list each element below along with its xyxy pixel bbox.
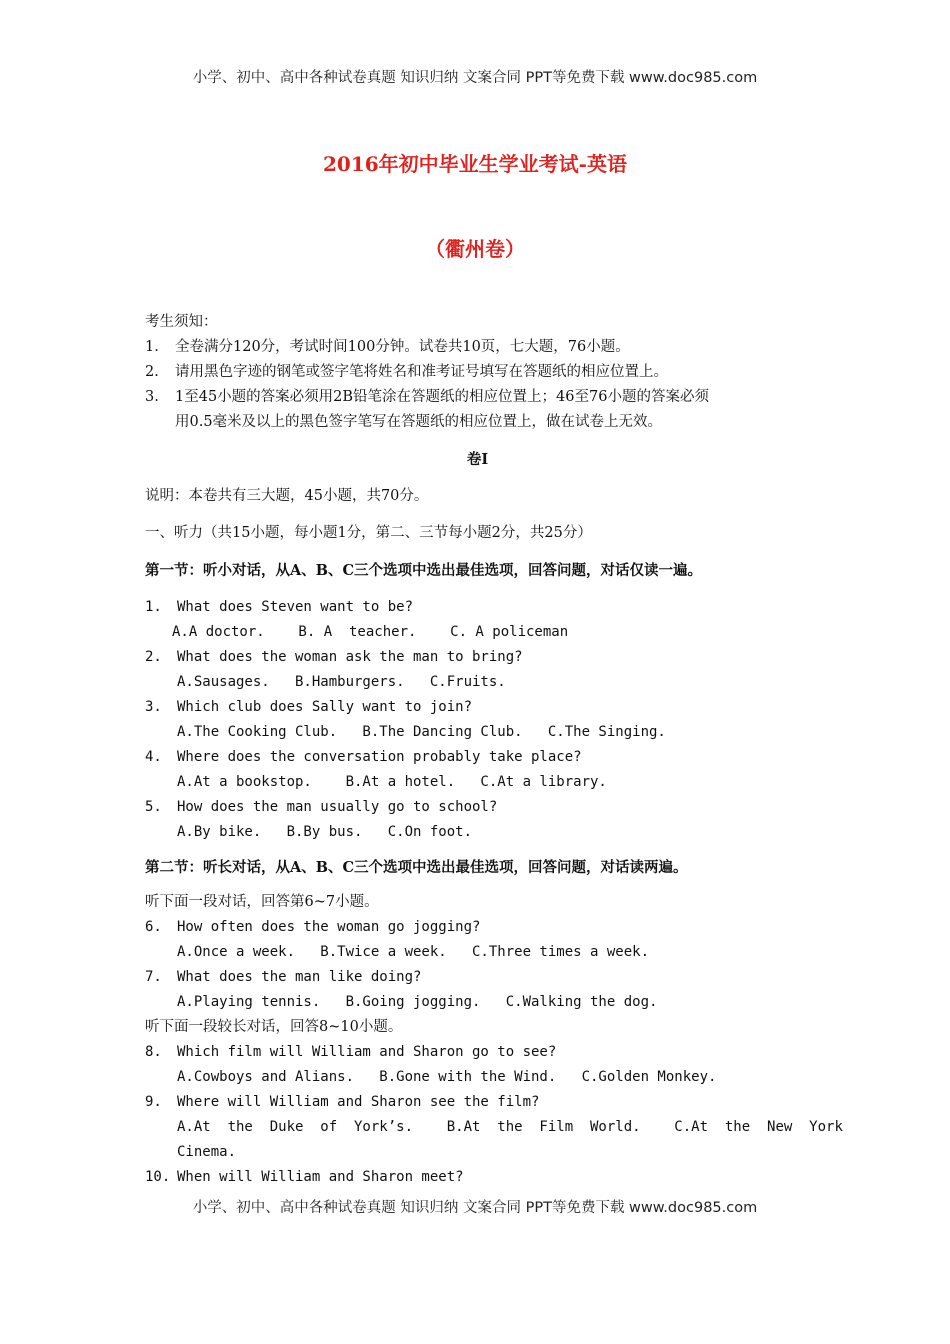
exam-title: 2016年初中毕业生学业考试-英语 bbox=[323, 152, 627, 176]
question-options: A.Playing tennis. B.Going jogging. C.Walking the dog. bbox=[177, 994, 658, 1010]
question-number: 10. bbox=[145, 1169, 171, 1185]
question bbox=[145, 915, 810, 940]
page-header: 小学、初中、高中各种试卷真题 知识归纳 文案合同 PPT等免费下载 www.doc985.com bbox=[192, 70, 758, 86]
notice-item bbox=[145, 385, 810, 410]
question-number: 4. bbox=[145, 749, 162, 765]
notice-item bbox=[145, 360, 810, 385]
question bbox=[145, 1090, 810, 1115]
question-text: Which club does Sally want to join? bbox=[177, 699, 473, 715]
question-number: 8. bbox=[145, 1044, 162, 1060]
volume-heading: 卷Ⅰ bbox=[466, 451, 489, 468]
page-footer: 小学、初中、高中各种试卷真题 知识归纳 文案合同 PPT等免费下载 www.doc985.com bbox=[192, 1200, 758, 1216]
question bbox=[145, 1165, 810, 1190]
notice-text: 1至45小题的答案必须用2B铅笔涂在答题纸的相应位置上；46至76小题的答案必须 bbox=[175, 389, 709, 405]
question-text: What does the man like doing? bbox=[177, 969, 422, 985]
volume-description: 说明：本卷共有三大题，45小题，共70分。 bbox=[145, 488, 429, 504]
question-number: 5. bbox=[145, 799, 162, 815]
question-number: 1. bbox=[145, 599, 162, 615]
question-options: A.By bike. B.By bus. C.On foot. bbox=[177, 824, 473, 840]
section-heading: 第一节：听小对话，从A、B、C三个选项中选出最佳选项，回答问题，对话仅读一遍。 bbox=[145, 562, 703, 579]
notice-item bbox=[145, 335, 810, 360]
question-text: What does the woman ask the man to bring? bbox=[177, 649, 523, 665]
notice-number: 2. bbox=[145, 364, 159, 380]
question-options-continued: Cinema. bbox=[177, 1144, 237, 1160]
question-options: A.The Cooking Club. B.The Dancing Club. C.The Singing. bbox=[177, 724, 666, 740]
question-options: A.At a bookstop. B.At a hotel. C.At a library. bbox=[177, 774, 607, 790]
question-number: 6. bbox=[145, 919, 162, 935]
question bbox=[145, 695, 810, 720]
question-text: Where will William and Sharon see the film? bbox=[177, 1094, 540, 1110]
exam-content bbox=[145, 310, 843, 1190]
question-options: A.At the Duke of York’s. B.At the Film World. C.At the New York bbox=[177, 1119, 843, 1135]
question bbox=[145, 965, 810, 990]
notice-text: 请用黑色字迹的钢笔或签字笔将姓名和准考证号填写在答题纸的相应位置上。 bbox=[175, 364, 668, 380]
section-heading: 第二节：听长对话，从A、B、C三个选项中选出最佳选项，回答问题，对话读两遍。 bbox=[145, 859, 688, 876]
question-options: A.Cowboys and Alians. B.Gone with the Wind. C.Golden Monkey. bbox=[177, 1069, 717, 1085]
question-text: When will William and Sharon meet? bbox=[177, 1169, 464, 1185]
question bbox=[145, 1040, 810, 1065]
question-text: What does Steven want to be? bbox=[177, 599, 414, 615]
notice-number: 3. bbox=[145, 389, 159, 405]
question bbox=[145, 745, 810, 770]
notice-heading: 考生须知： bbox=[145, 314, 218, 330]
question-number: 2. bbox=[145, 649, 162, 665]
question-text: Which film will William and Sharon go to see? bbox=[177, 1044, 557, 1060]
question-text: Where does the conversation probably take place? bbox=[177, 749, 582, 765]
question-group-intro: 听下面一段对话，回答第6~7小题。 bbox=[145, 894, 379, 910]
question-options: A.A doctor. B. A teacher. C. A policeman bbox=[172, 624, 569, 640]
question bbox=[145, 795, 810, 820]
question bbox=[145, 645, 810, 670]
question-number: 9. bbox=[145, 1094, 162, 1110]
question-number: 7. bbox=[145, 969, 162, 985]
notice-text-continued: 用0.5毫米及以上的黑色签字笔写在答题纸的相应位置上，做在试卷上无效。 bbox=[175, 414, 663, 430]
exam-subtitle: （衢州卷） bbox=[425, 237, 525, 261]
question-text: How often does the woman go jogging? bbox=[177, 919, 481, 935]
question bbox=[145, 595, 810, 620]
question-group-intro: 听下面一段较长对话，回答8~10小题。 bbox=[145, 1019, 403, 1035]
question-number: 3. bbox=[145, 699, 162, 715]
question-text: How does the man usually go to school? bbox=[177, 799, 498, 815]
part-heading: 一、听力（共15小题，每小题1分，第二、三节每小题2分，共25分） bbox=[145, 525, 592, 541]
notice-text: 全卷满分120分，考试时间100分钟。试卷共10页，七大题，76小题。 bbox=[175, 339, 630, 355]
question-options: A.Sausages. B.Hamburgers. C.Fruits. bbox=[177, 674, 506, 690]
notice-number: 1. bbox=[145, 339, 159, 355]
question-options: A.Once a week. B.Twice a week. C.Three times a week. bbox=[177, 944, 650, 960]
